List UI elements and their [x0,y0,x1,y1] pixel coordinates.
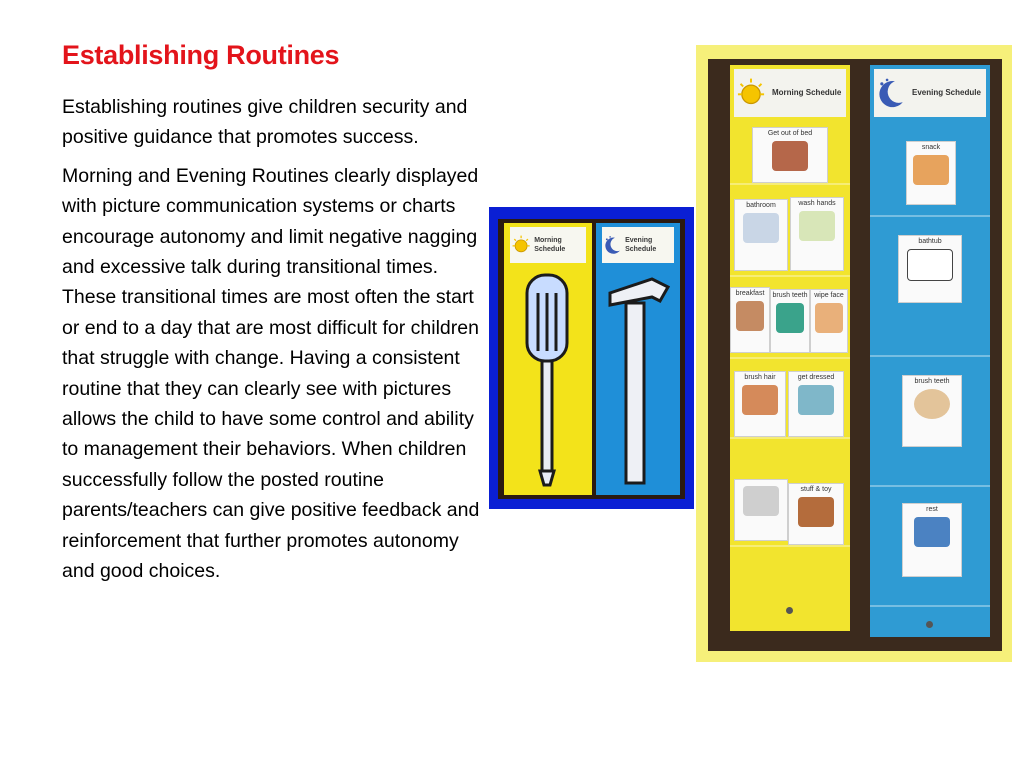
card-brush-teeth: brush teeth [770,289,810,353]
card-morning-9 [734,479,788,541]
evening-schedule-header [874,69,986,117]
hammer-icon [602,271,674,489]
screwdriver-icon [516,271,578,489]
card-wash-hands: wash hands [790,197,844,271]
evening-schedule-strip [870,65,990,637]
sun-icon [734,76,768,110]
morning-schedule-header [734,69,846,117]
card-brush-hair: brush hair [734,371,786,437]
strip-hole [926,621,933,628]
card-evening-brush-teeth: brush teeth [902,375,962,447]
card-rest: rest [902,503,962,577]
morning-strip-header [510,227,586,263]
card-bathroom: bathroom [734,199,788,271]
moon-icon [874,76,908,110]
strip-hole [786,607,793,614]
evening-header-label: Evening Schedule [625,237,657,253]
moon-icon [602,232,623,258]
slide-title: Establishing Routines [62,40,340,70]
card-breakfast: breakfast [730,287,770,353]
morning-strip [504,223,592,495]
schedule-photo-large [696,45,1012,662]
morning-schedule-strip [730,65,850,631]
card-wipe-face: wipe face [810,289,848,353]
evening-strip-header [602,227,674,263]
evening-schedule-label: Evening Schedule [912,88,981,97]
sun-icon [510,232,532,258]
card-get-dressed: get dressed [788,371,844,437]
paragraph-intro: Establishing routines give children security and positive guidance that promotes success. [62,96,468,149]
slide-body [62,92,482,595]
card-snack: snack [906,141,956,205]
card-stuff-and-toy: stuff & toy [788,483,844,545]
morning-header-label: Morning Schedule [534,237,566,253]
paragraph-routines: Morning and Evening Routines clearly displayed with picture communication systems or charts encourage autonomy and limit negative nagging and excessive talk during transitional times. These transitional times are most often the start or end to a day that are most difficult for children that struggle with change. Having a consistent routine that they can clearly see with pictures allows the child to have some control and ability to management their behaviors. When children successfully follow the posted routine parents/teachers can give positive feedback and reinforcement that further promotes autonomy and good choices. [62,164,480,583]
card-get-out-of-bed: Get out of bed [752,127,828,183]
morning-schedule-label: Morning Schedule [772,88,842,97]
card-bathtub: bathtub [898,235,962,303]
schedule-photo-small [489,207,694,509]
evening-strip [596,223,680,495]
